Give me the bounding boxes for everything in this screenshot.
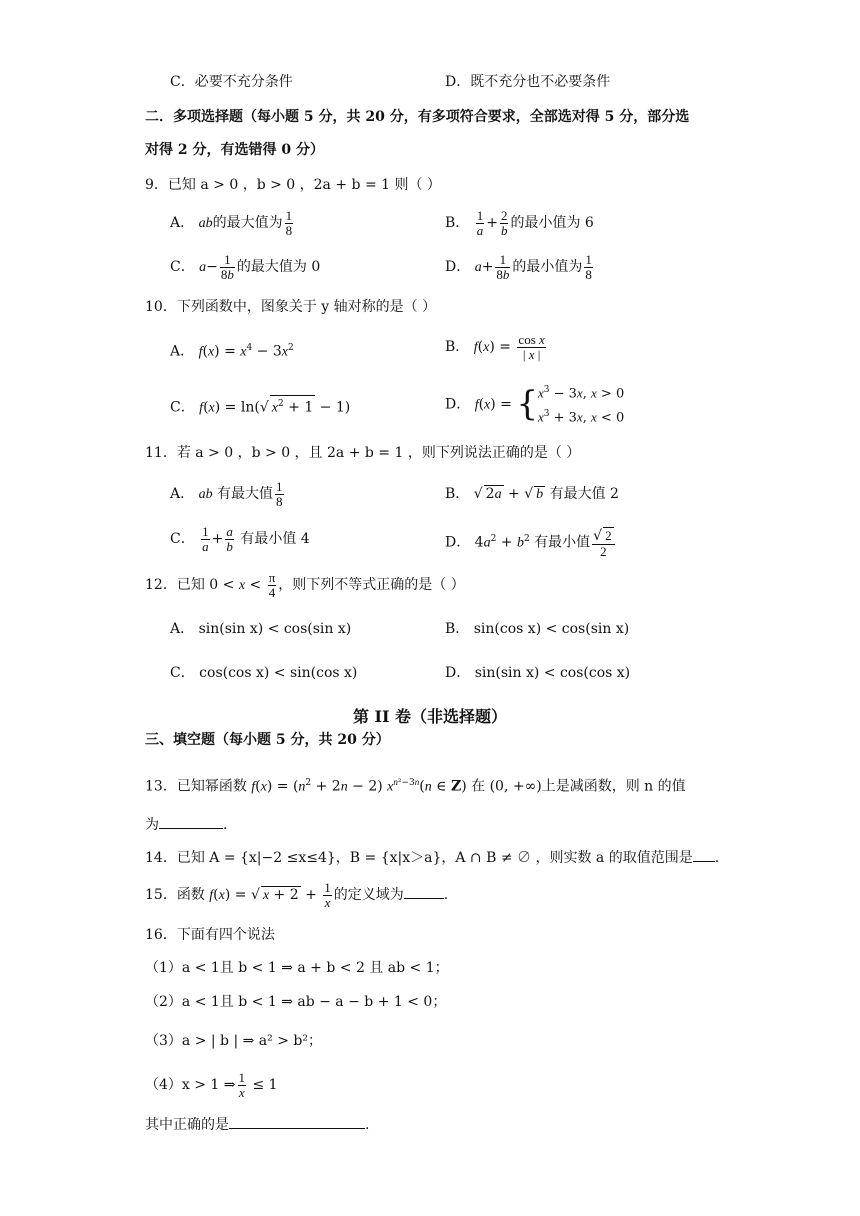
q12-stem-prefix: 12．已知 xyxy=(145,577,205,593)
q16-statement-4: （4）x > 1 ⇒ $\frac{1}{x}$ ≤ 1 xyxy=(145,1069,278,1100)
q13-middle: 上是减函数，则 n 的值 xyxy=(541,778,686,795)
q10-option-a: A． $f(x) = x^4 - 3x^2$ xyxy=(170,343,294,360)
q16-stem: 16．下面有四个说法 xyxy=(145,927,275,943)
q16-statement-3: （3）a > | b | ⇒ a² > b²； xyxy=(145,1033,322,1049)
option-expression: sin(sin x) < cos(sin x) xyxy=(198,621,352,637)
option-label: D． xyxy=(445,396,471,413)
q10-option-c: C． f(x) = ln(√ $x^2 + 1 - 1$) xyxy=(170,395,350,419)
option-label: B． xyxy=(445,215,470,231)
option-text: 的最大值为 xyxy=(212,215,283,231)
q11-option-d: D． $4a^2 + b^2$ 有最小值 $\frac{√ 2}{2}$ xyxy=(445,520,617,563)
option-label: B． xyxy=(445,339,470,355)
q9-option-d: D． a+ $\frac{1}{8b}$ 的最小值为 $\frac{1}{8}$ xyxy=(445,251,592,282)
section3-title: 三、填空题（每小题 5 分，共 20 分） xyxy=(145,732,390,748)
option-text: 有最小值 4 xyxy=(240,531,310,547)
q9-option-a: A． ab的最大值为 $\frac{1}{8}$ xyxy=(170,207,293,238)
q15-answer-blank[interactable] xyxy=(404,884,444,899)
q10-option-d: D． f(x) = { $x^3 - 3x$, x > 0 $x^3 + 3x$, x < 0 xyxy=(445,384,625,426)
q11-option-a: A． ab 有最大值 $\frac{1}{8}$ xyxy=(170,478,283,509)
q16-final-text: 其中正确的是 xyxy=(145,1117,229,1133)
q15-prefix: 15．函数 xyxy=(145,887,205,903)
option-label: C． xyxy=(170,399,195,416)
q13-line2: 为 . xyxy=(145,814,227,835)
q12-stem-suffix: ，则下列不等式正确的是（ ） xyxy=(278,577,465,593)
option-label: D． xyxy=(445,665,471,681)
q16-answer-blank[interactable] xyxy=(229,1114,365,1129)
q11-stem: 11．若 a > 0 ，b > 0 ，且 2a + b = 1 ，则下列说法正确的是（ ） xyxy=(145,445,581,461)
q12-option-d xyxy=(445,663,630,683)
option-text: 有最大值 2 xyxy=(549,486,619,502)
option-text: 的最小值为 6 xyxy=(510,215,594,231)
q13-line2-text: 为 xyxy=(145,817,159,833)
q12-option-b xyxy=(445,619,629,639)
q9-option-b: B． $\frac{1}{a}$ + $\frac{2}{b}$ 的最小值为 6 xyxy=(445,207,594,238)
option-text: 的最大值为 0 xyxy=(236,259,321,275)
q16-statement-1: （1）a < 1且 b < 1 ⇒ a + b < 2 且 ab < 1； xyxy=(145,960,449,976)
q14-text: 14．已知 A = {x|−2 ≤x≤4}，B = {x|x＞a}，A ∩ B ≠ ∅ ，则实数 a 的取值范围是 xyxy=(145,850,693,866)
q9-option-c: C． a− $\frac{1}{8b}$ 的最大值为 0 xyxy=(170,251,321,282)
q14-answer-blank[interactable] xyxy=(693,847,715,862)
q13-line1: 13．已知幂函数 $f(x) = (n^2 + 2n - 2)$ $x^{n^2-3n}(n$ ∈ Z) 在 (0, +∞)上是减函数，则 n 的值 xyxy=(145,777,686,795)
q13-answer-blank[interactable] xyxy=(159,814,223,829)
q8-option-c: C．必要不充分条件 xyxy=(170,74,293,90)
q16-final: 其中正确的是 . xyxy=(145,1114,369,1135)
part2-title: 第 II 卷（非选择题） xyxy=(352,707,508,726)
q13-prefix: 13．已知幂函数 xyxy=(145,778,247,795)
q15-suffix: 的定义域为 xyxy=(333,887,404,903)
q11-option-b: B． √ 2a + √ b 有最大值 2 xyxy=(445,486,619,502)
q10-option-b: B． f(x) = $\frac{\text{cos x}}{| x |}$ xyxy=(445,331,545,362)
q9-stem: 9．已知 a > 0 ，b > 0 ，2a + b = 1 则（ ） xyxy=(145,177,441,193)
option-label: A． xyxy=(170,215,195,231)
option-label: A． xyxy=(170,621,195,637)
q10-stem: 10．下列函数中，图象关于 y 轴对称的是（ ） xyxy=(145,299,437,315)
q14-end: . xyxy=(714,850,720,866)
section2-title-line2: 对得 2 分，有选错得 0 分） xyxy=(145,142,324,158)
q12-option-a xyxy=(170,619,351,639)
option-label: D． xyxy=(445,534,471,551)
option-label: C． xyxy=(170,259,195,275)
option-label: A． xyxy=(170,486,195,502)
option-text: 的最小值为 xyxy=(512,259,583,275)
option-expression: sin(sin x) < cos(cos x) xyxy=(474,665,631,681)
option-label: A． xyxy=(170,343,195,360)
q12-stem: 12．已知 0 < x < $\frac{\pi}{4}$ ，则下列不等式正确的是（ ） xyxy=(145,569,465,600)
option-text: 有最小值 xyxy=(534,534,591,551)
option-label: C． xyxy=(170,665,195,681)
q16-statement-2: （2）a < 1且 b < 1 ⇒ ab − a − b + 1 < 0； xyxy=(145,994,447,1010)
q16-s4-prefix: （4）x > 1 ⇒ xyxy=(145,1077,236,1093)
option-label: C． xyxy=(170,531,195,547)
section2-title-line1: 二．多项选择题（每小题 5 分，共 20 分，有多项符合要求，全部选对得 5 分，部分选 xyxy=(145,109,690,125)
option-text: 有最大值 xyxy=(217,486,274,502)
q8-option-d: D．既不充分也不必要条件 xyxy=(445,74,611,90)
q14 xyxy=(145,847,719,868)
option-expression: sin(cos x) < cos(sin x) xyxy=(473,621,630,637)
q15: 15．函数 f(x) = √ x + 2 + $\frac{1}{x}$ 的定义域为 . xyxy=(145,879,449,910)
option-label: D． xyxy=(445,259,471,275)
q11-option-c: C． $\frac{1}{a}$ + $\frac{a}{b}$ 有最小值 4 xyxy=(170,523,310,554)
option-label: B． xyxy=(445,621,470,637)
q12-option-c xyxy=(170,663,357,683)
option-expression: cos(cos x) < sin(cos x) xyxy=(199,665,358,681)
option-label: B． xyxy=(445,486,470,502)
